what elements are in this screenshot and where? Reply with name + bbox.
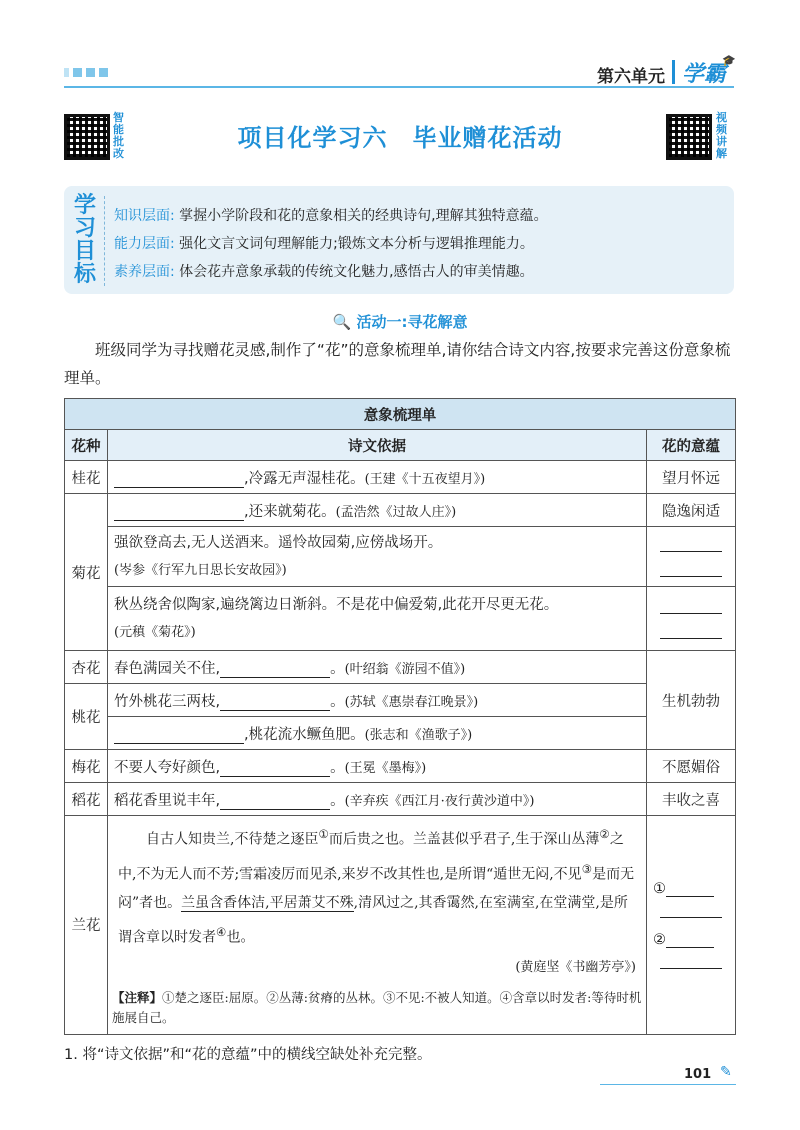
table-row: [65, 684, 736, 717]
imagery-table: [64, 398, 736, 1035]
poem-cell: 强欲登高去,无人送酒来。遥怜故园菊,应傍战场开。 (岑参《行军九日思长安故园》): [108, 527, 647, 587]
meaning-cell: 隐逸闲适: [647, 494, 736, 527]
answer-blank[interactable]: [660, 954, 722, 969]
answer-blank[interactable]: [220, 795, 330, 810]
meaning-cell: 生机勃勃: [647, 651, 736, 750]
question-1: 1. 将“诗文依据”和“花的意蕴”中的横线空缺处补充完整。: [64, 1047, 432, 1063]
table-row: [65, 461, 736, 494]
table-row: [65, 651, 736, 684]
footer-line: [600, 1084, 736, 1085]
table-row: [65, 717, 736, 750]
underlined-sentence: 兰虽含香体洁,平居萧艾不殊: [181, 895, 354, 912]
goal-knowledge: 知识层面: 掌握小学阶段和花的意象相关的经典诗句,理解其独特意蕴。: [114, 208, 548, 224]
flower-name: 稻花: [65, 783, 108, 816]
activity-heading: 🔍 活动一:寻花解意: [332, 313, 468, 331]
table-row: [65, 816, 736, 1035]
meaning-cell: ① ②: [647, 816, 736, 1035]
answer-blank[interactable]: [220, 762, 330, 777]
meaning-cell: [647, 527, 736, 587]
poem-cell: ,还来就菊花。(孟浩然《过故人庄》): [108, 494, 647, 527]
qr-left-tag: 智能批改: [113, 111, 124, 160]
unit-label: 第六单元: [597, 67, 665, 87]
brand-cap-icon: 🎓: [722, 54, 736, 67]
flower-name: 桂花: [65, 461, 108, 494]
page-title: 项目化学习六 毕业赠花活动: [237, 124, 563, 152]
header-meaning: 花的意蕴: [647, 430, 736, 461]
brand-logo: 学霸: [682, 62, 727, 87]
table-row: [65, 494, 736, 527]
answer-blank[interactable]: [114, 473, 244, 488]
poem-cell: [108, 816, 647, 1035]
orchid-source: (黄庭坚《书幽芳亭》): [515, 959, 636, 975]
answer-blank[interactable]: [114, 729, 244, 744]
header-flower: 花种: [65, 430, 108, 461]
header-decoration: [64, 68, 108, 77]
learning-goals-label: 学习目标: [73, 193, 96, 287]
goals-divider: [104, 196, 106, 286]
meaning-cell: 丰收之喜: [647, 783, 736, 816]
qr-right-tag: 视频讲解: [716, 111, 727, 160]
answer-blank[interactable]: [660, 599, 722, 614]
answer-blank[interactable]: [660, 537, 722, 552]
meaning-cell: 不愿媚俗: [647, 750, 736, 783]
poem-cell: ,桃花流水鳜鱼肥。(张志和《渔歌子》): [108, 717, 647, 750]
header-basis: 诗文依据: [108, 430, 647, 461]
flower-name: 梅花: [65, 750, 108, 783]
table-row: [65, 587, 736, 651]
flower-name: 杏花: [65, 651, 108, 684]
orchid-passage: 自古人知贵兰,不待楚之逐臣①而后贵之也。兰盖甚似乎君子,生于深山丛薄②之中,不为无人而不芳;雪霜凌厉而见杀,来岁不改其性也,是所谓“遁世无闷,不见③是而无闷”者也。兰虽含香体洁,平居萧艾不殊,清风过之,其香霭然,在室满室,在堂满堂,是所谓含章以时发者④也。 (黄庭坚《书幽芳亭》): [108, 816, 646, 986]
flower-name: 桃花: [65, 684, 108, 750]
answer-blank[interactable]: [114, 506, 244, 521]
flower-name: 兰花: [65, 816, 108, 1035]
page-number: 101: [684, 1067, 712, 1082]
meaning-cell: [647, 587, 736, 651]
poem-cell: ,冷露无声湿桂花。(王建《十五夜望月》): [108, 461, 647, 494]
activity-intro: 班级同学为寻找赠花灵感,制作了“花”的意象梳理单,请你结合诗文内容,按要求完善这份意象梳理单。: [64, 341, 731, 387]
answer-blank[interactable]: [666, 882, 714, 897]
answer-blank[interactable]: [660, 562, 722, 577]
meaning-cell: 望月怀远: [647, 461, 736, 494]
flower-name: 菊花: [65, 494, 108, 651]
magnifier-icon: 🔍: [332, 313, 352, 331]
table-title: 意象梳理单: [65, 399, 736, 430]
pencil-icon: ✎: [720, 1064, 732, 1080]
poem-cell: 秋丛绕舍似陶家,遍绕篱边日渐斜。不是花中偏爱菊,此花开尽更无花。 (元稹《菊花》): [108, 587, 647, 651]
poem-cell: 竹外桃花三两枝, 。(苏轼《惠崇春江晚景》): [108, 684, 647, 717]
poem-cell: 春色满园关不住, 。(叶绍翁《游园不值》): [108, 651, 647, 684]
answer-blank[interactable]: [220, 696, 330, 711]
table-row: [65, 527, 736, 587]
poem-cell: 不要人夸好颜色, 。(王冕《墨梅》): [108, 750, 647, 783]
answer-blank[interactable]: [666, 933, 714, 948]
table-row: [65, 750, 736, 783]
annotation-note: 【注释】①楚之逐臣:屈原。②丛薄:贫瘠的丛林。③不见:不被人知道。④含章以时发者:等待时机施展自己。: [112, 989, 642, 1025]
answer-blank[interactable]: [660, 624, 722, 639]
brand-bar: [672, 60, 675, 84]
table-row: [65, 783, 736, 816]
poem-cell: 稻花香里说丰年, 。(辛弃疾《西江月·夜行黄沙道中》): [108, 783, 647, 816]
answer-blank[interactable]: [220, 663, 330, 678]
goal-literacy: 素养层面: 体会花卉意象承载的传统文化魅力,感悟古人的审美情趣。: [114, 264, 534, 280]
answer-blank[interactable]: [660, 903, 722, 918]
goal-ability: 能力层面: 强化文言文词句理解能力;锻炼文本分析与逻辑推理能力。: [114, 236, 534, 252]
